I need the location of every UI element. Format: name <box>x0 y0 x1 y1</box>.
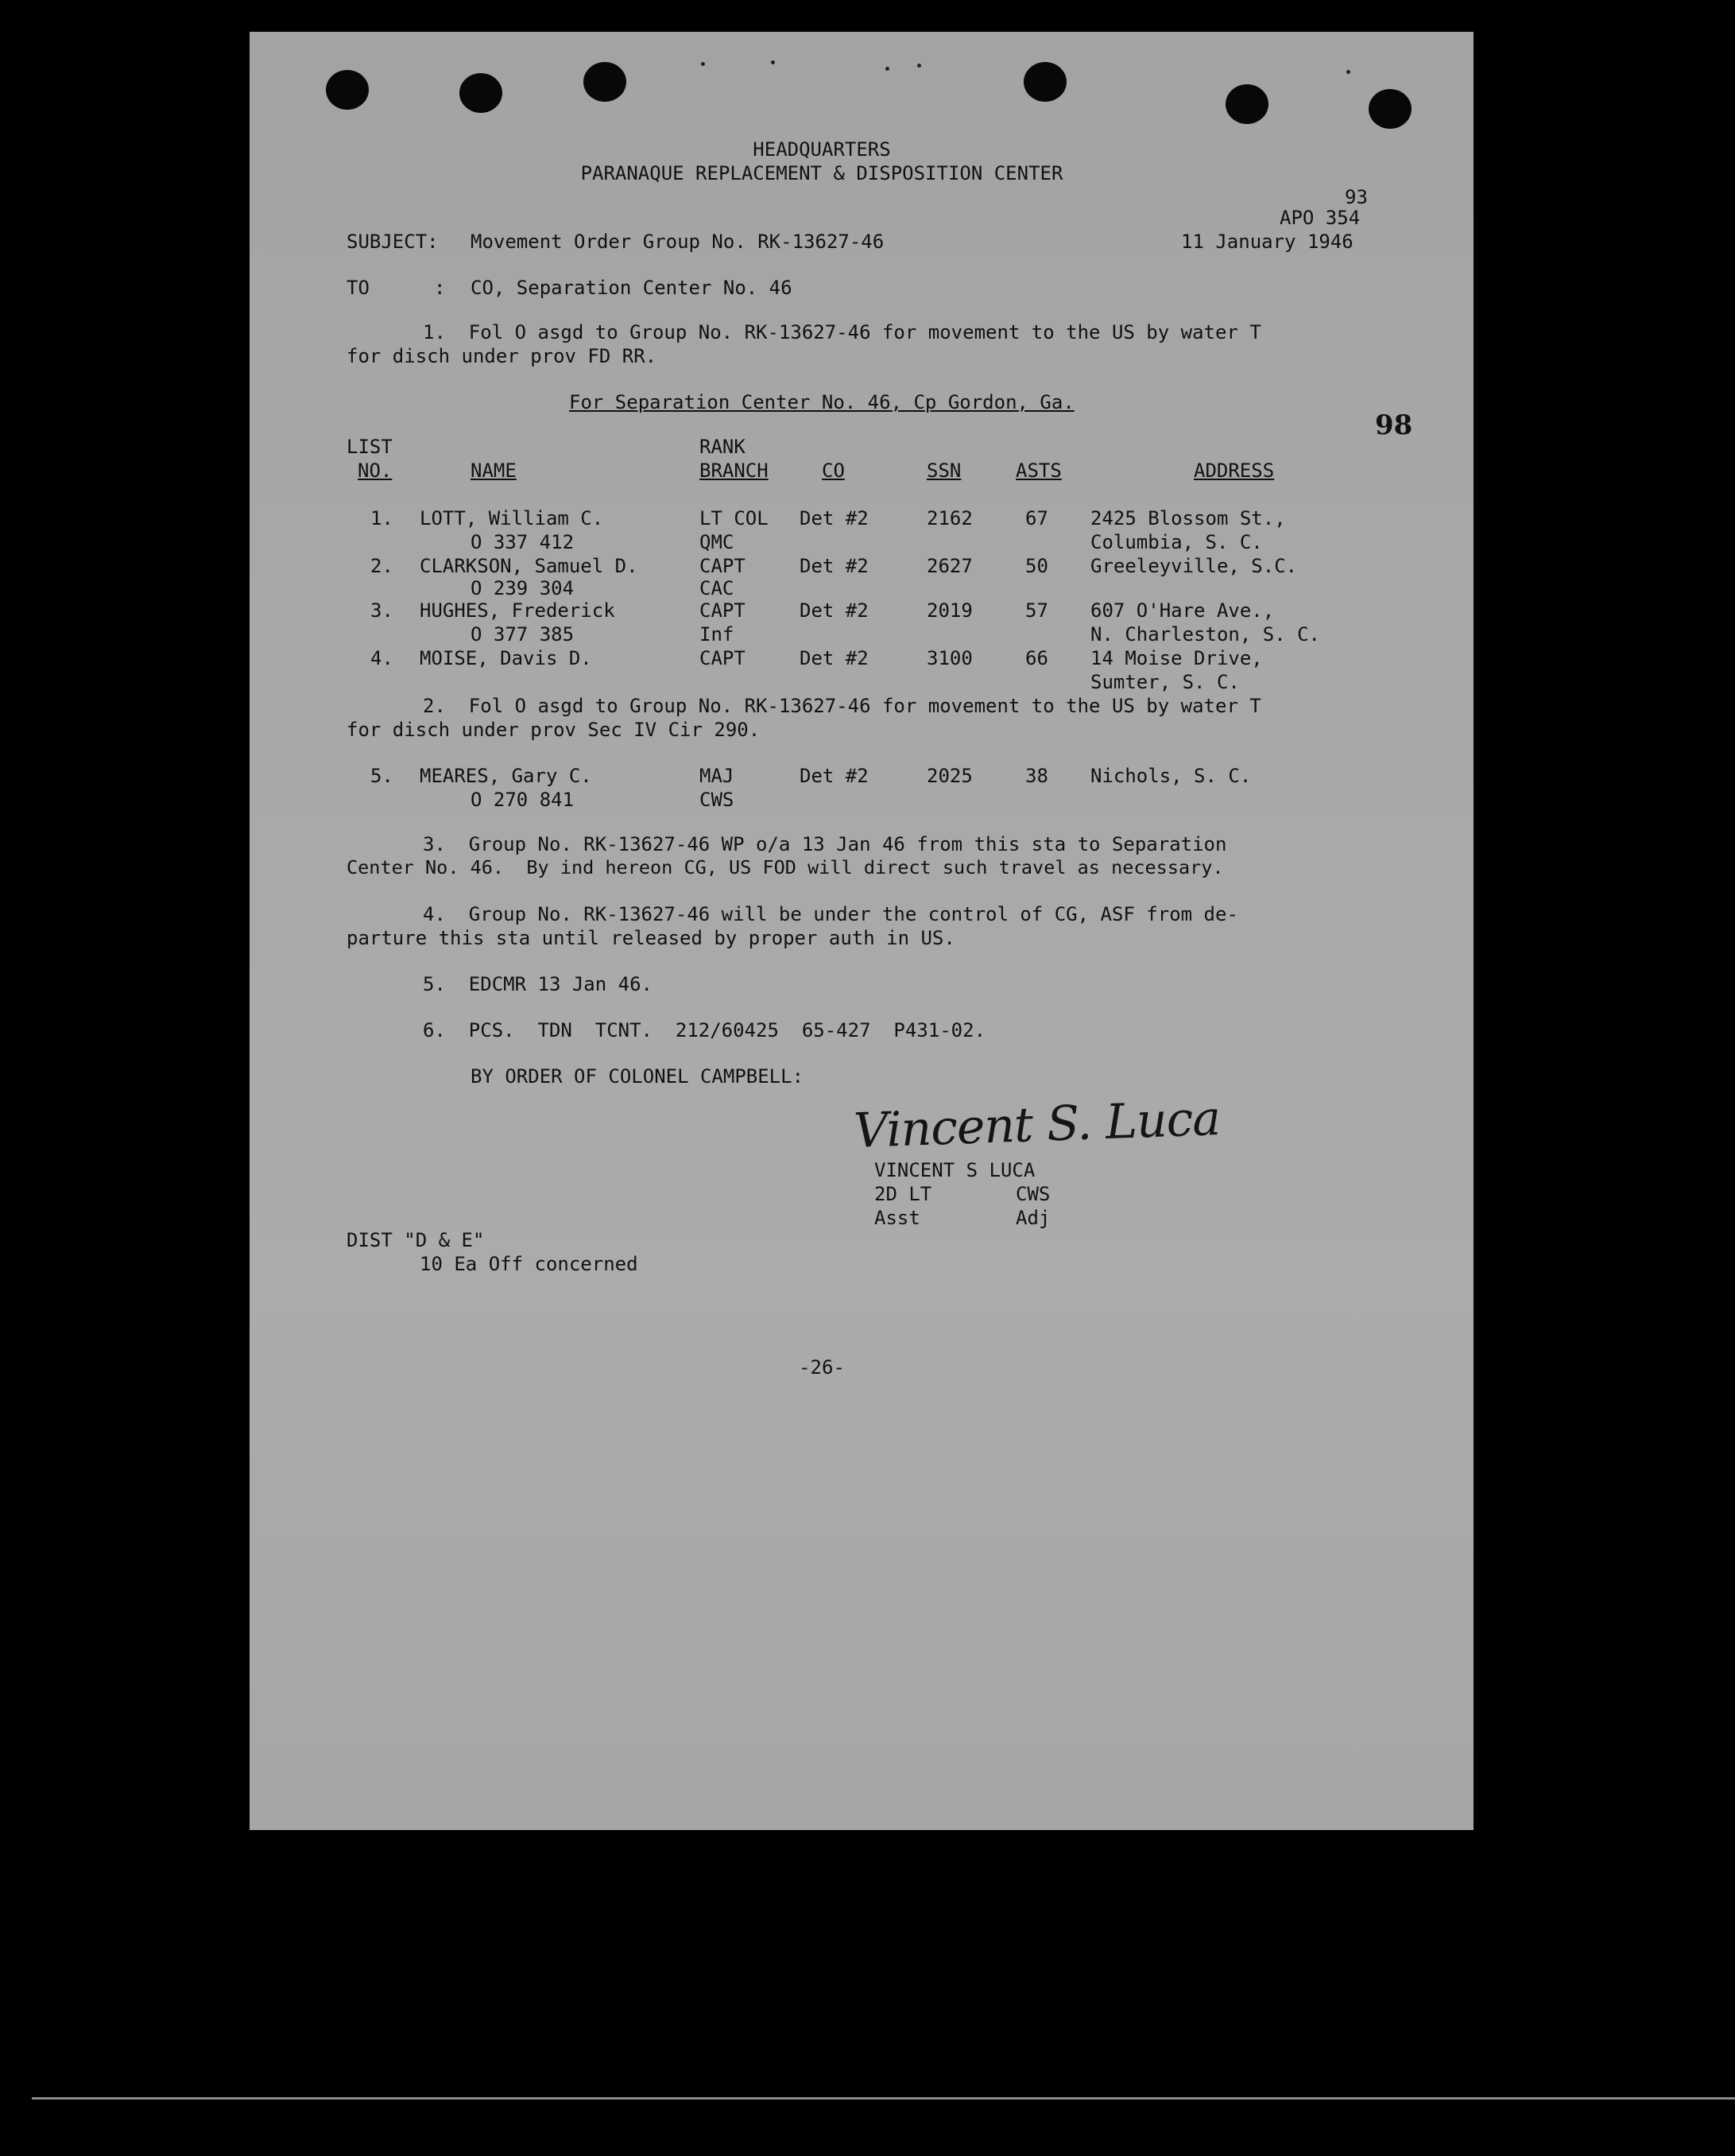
row3-asts: 57 <box>1025 599 1048 622</box>
row2-co: Det #2 <box>800 555 869 577</box>
row4-addr2: Sumter, S. C. <box>1090 671 1240 693</box>
row5-co: Det #2 <box>800 765 869 787</box>
signer-title-adj: Adj <box>1016 1207 1051 1229</box>
col-header-ssn: SSN <box>927 460 962 482</box>
col-header-address: ADDRESS <box>1194 460 1275 482</box>
para3-line2: Center No. 46. By ind hereon CG, US FOD will direct such travel as necessary. <box>347 856 1224 878</box>
row1-serial: O 337 412 <box>471 531 575 553</box>
separation-center-heading: For Separation Center No. 46, Cp Gordon, Ga. <box>569 391 1075 413</box>
row3-name: HUGHES, Frederick <box>420 599 615 622</box>
row5-rank: MAJ <box>699 765 734 787</box>
row4-addr1: 14 Moise Drive, <box>1090 647 1263 669</box>
row5-asts: 38 <box>1025 765 1048 787</box>
col-header-branch: BRANCH <box>699 460 769 482</box>
row4-ssn: 3100 <box>927 647 973 669</box>
row1-no: 1. <box>370 507 393 529</box>
row5-branch: CWS <box>699 789 734 811</box>
speck <box>917 64 921 68</box>
row2-name: CLARKSON, Samuel D. <box>420 555 638 577</box>
to-label: TO <box>347 277 370 299</box>
subject-label: SUBJECT: <box>347 231 439 253</box>
col-header-rank: RANK <box>699 436 746 458</box>
punch-hole-5 <box>1226 84 1268 124</box>
row4-no: 4. <box>370 647 393 669</box>
to-text: CO, Separation Center No. 46 <box>471 277 792 299</box>
para3-line1: 3. Group No. RK-13627-46 WP o/a 13 Jan 46 from this sta to Separation <box>423 833 1227 855</box>
row2-no: 2. <box>370 555 393 577</box>
header-org: HEADQUARTERS <box>753 138 891 161</box>
signer-title-asst: Asst <box>874 1207 920 1229</box>
row3-no: 3. <box>370 599 393 622</box>
row2-addr1: Greeleyville, S.C. <box>1090 555 1298 577</box>
by-order-line: BY ORDER OF COLONEL CAMPBELL: <box>471 1065 804 1088</box>
speck <box>771 60 775 64</box>
row4-asts: 66 <box>1025 647 1048 669</box>
scanner-edge-line <box>32 2097 1735 2100</box>
row1-addr1: 2425 Blossom St., <box>1090 507 1286 529</box>
row2-asts: 50 <box>1025 555 1048 577</box>
para2-line2: for disch under prov Sec IV Cir 290. <box>347 719 761 741</box>
apo-number: APO 354 <box>1280 207 1361 229</box>
row4-name: MOISE, Davis D. <box>420 647 592 669</box>
page-number: -26- <box>799 1356 845 1379</box>
para4-line2: parture this sta until released by proper auth in US. <box>347 927 955 949</box>
row3-co: Det #2 <box>800 599 869 622</box>
document-date: 11 January 1946 <box>1181 231 1354 253</box>
col-header-name: NAME <box>471 460 517 482</box>
row5-name: MEARES, Gary C. <box>420 765 592 787</box>
row2-branch: CAC <box>699 577 734 599</box>
para2-line1: 2. Fol O asgd to Group No. RK-13627-46 for movement to the US by water T <box>423 695 1261 717</box>
row1-addr2: Columbia, S. C. <box>1090 531 1263 553</box>
para6: 6. PCS. TDN TCNT. 212/60425 65-427 P431-02. <box>423 1019 986 1041</box>
row5-addr1: Nichols, S. C. <box>1090 765 1252 787</box>
col-header-no: NO. <box>358 460 393 482</box>
row1-rank: LT COL <box>699 507 769 529</box>
para5: 5. EDCMR 13 Jan 46. <box>423 973 653 995</box>
punch-hole-3 <box>583 62 626 102</box>
speck <box>1346 70 1350 74</box>
para4-line1: 4. Group No. RK-13627-46 will be under the control of CG, ASF from de- <box>423 903 1238 925</box>
row5-no: 5. <box>370 765 393 787</box>
punch-hole-1 <box>326 70 369 110</box>
signer-rank: 2D LT <box>874 1183 932 1205</box>
row4-rank: CAPT <box>699 647 746 669</box>
row3-addr1: 607 O'Hare Ave., <box>1090 599 1275 622</box>
row3-rank: CAPT <box>699 599 746 622</box>
speck <box>701 62 705 66</box>
row5-ssn: 2025 <box>927 765 973 787</box>
punch-hole-4 <box>1024 62 1067 102</box>
para1-line1: 1. Fol O asgd to Group No. RK-13627-46 for movement to the US by water T <box>423 321 1261 343</box>
row3-serial: O 377 385 <box>471 623 575 646</box>
row2-serial: O 239 304 <box>471 577 575 599</box>
row1-ssn: 2162 <box>927 507 973 529</box>
stamp-number: 98 <box>1375 409 1413 441</box>
signer-name: VINCENT S LUCA <box>874 1159 1036 1181</box>
row2-ssn: 2627 <box>927 555 973 577</box>
speck <box>885 67 889 71</box>
row5-serial: O 270 841 <box>471 789 575 811</box>
row3-ssn: 2019 <box>927 599 973 622</box>
col-header-list: LIST <box>347 436 393 458</box>
row3-branch: Inf <box>699 623 734 646</box>
signer-branch: CWS <box>1016 1183 1051 1205</box>
row3-addr2: N. Charleston, S. C. <box>1090 623 1320 646</box>
row4-co: Det #2 <box>800 647 869 669</box>
col-header-asts: ASTS <box>1016 460 1062 482</box>
subject-text: Movement Order Group No. RK-13627-46 <box>471 231 885 253</box>
row2-rank: CAPT <box>699 555 746 577</box>
header-center: PARANAQUE REPLACEMENT & DISPOSITION CENTER <box>580 162 1063 184</box>
distribution-line1: DIST "D & E" <box>347 1229 485 1251</box>
to-colon: : <box>434 277 446 299</box>
document-page <box>250 32 1474 1830</box>
row1-name: LOTT, William C. <box>420 507 604 529</box>
row1-co: Det #2 <box>800 507 869 529</box>
punch-hole-6 <box>1369 89 1412 129</box>
punch-hole-2 <box>459 73 502 113</box>
para1-line2: for disch under prov FD RR. <box>347 345 657 367</box>
col-header-co: CO <box>822 460 845 482</box>
signature-script: Vincent S. Luca <box>852 1090 1222 1160</box>
distribution-line2: 10 Ea Off concerned <box>420 1253 638 1275</box>
row1-asts: 67 <box>1025 507 1048 529</box>
folio-number: 93 <box>1345 186 1368 208</box>
row1-branch: QMC <box>699 531 734 553</box>
